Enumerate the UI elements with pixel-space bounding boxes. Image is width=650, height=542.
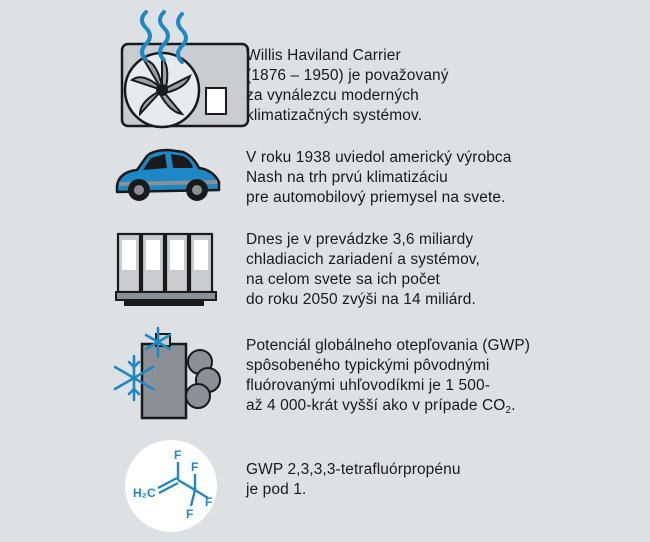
svg-text:F: F bbox=[191, 460, 199, 474]
svg-text:F: F bbox=[174, 448, 182, 462]
fact-text: Potenciál globálneho otepľovania (GWP) spôsobeného typickými pôvodnými fluórovanými uhľovodíkmi je 1 500- až 4 000-krát vyšší ako v prípade $CO_2$. bbox=[246, 337, 531, 416]
fact-text: Dnes je v prevádzke 3,6 miliardy chladiacich zariadení a systémov, na celom svete sa ich počet do roku 2050 zvýši na 14 miliárd. bbox=[246, 231, 480, 308]
svg-text:F: F bbox=[205, 495, 213, 509]
svg-text:F: F bbox=[186, 507, 194, 521]
air-conditioner-icon bbox=[110, 10, 260, 130]
fact-text: GWP 2,3,3,3-tetrafluórpropénu je pod 1. bbox=[246, 461, 461, 498]
vintage-car-icon bbox=[113, 146, 223, 206]
svg-text:H₂C: H₂C bbox=[133, 486, 156, 500]
refrigeration-units-icon bbox=[114, 232, 224, 308]
fact-text: V roku 1938 uviedol americký výrobca Nash na trh prvú klimatizáciu pre automobilový priemysel na svete. bbox=[246, 149, 512, 206]
snowflake-emission-icon bbox=[108, 322, 223, 422]
fact-text: Willis Haviland Carrier (1876 – 1950) je považovaný za vynálezcu moderných klimatizačných systémov. bbox=[246, 47, 449, 124]
molecule-icon bbox=[123, 438, 219, 534]
